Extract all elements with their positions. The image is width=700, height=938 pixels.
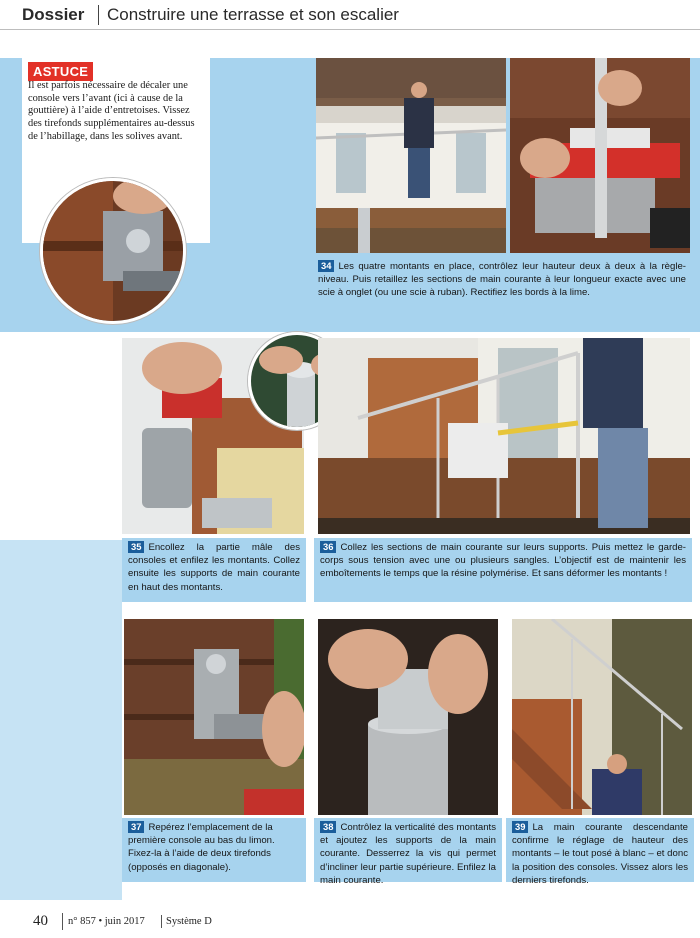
caption-39-text: La main courante descendante confirme le réglage de hauteur des montants – le tout posé à blanc – et donc la position des consoles. Vissez alors les derniers tirefonds. xyxy=(512,822,688,886)
issue-info: n° 857 • juin 2017 xyxy=(68,916,145,927)
caption-36-text: Collez les sections de main courante sur leurs supports. Puis mettez le garde-corps sous tension avec une ou plusieurs sangles. L’objectif est de maintenir les emboîtements le temps que la résine polymérise. Et sans déformer les montants ! xyxy=(320,542,686,580)
section-label: Dossier xyxy=(22,5,85,24)
photo-first-console xyxy=(124,619,304,815)
footer-divider xyxy=(62,913,63,930)
step-number-37: 37 xyxy=(128,821,144,833)
astuce-tag: ASTUCE xyxy=(28,62,93,81)
photo-handrail-strap xyxy=(318,338,690,534)
magazine-name: Système D xyxy=(166,916,212,927)
caption-34-text: Les quatre montants en place, contrôlez leur hauteur deux à deux à la règle-niveau. Puis retaillez les sections de main courante à leur longueur exacte avec une scie à onglet (ou une scie à ruban). Rectifiez les bords à la lime. xyxy=(318,261,686,299)
photo-stair-handrail xyxy=(512,619,692,815)
step-number-38: 38 xyxy=(320,821,336,833)
caption-39 xyxy=(506,818,694,886)
photo-saw xyxy=(510,58,690,253)
step-number-39: 39 xyxy=(512,821,528,833)
caption-34 xyxy=(312,257,692,307)
caption-35 xyxy=(122,538,306,602)
step-number-35: 35 xyxy=(128,541,144,553)
photo-handrail-support xyxy=(318,619,498,815)
step-number-34: 34 xyxy=(318,260,334,272)
page-title: Construire une terrasse et son escalier xyxy=(107,5,399,24)
page-number: 40 xyxy=(33,913,48,929)
page-footer xyxy=(0,906,700,938)
astuce-text: Il est parfois nécessaire de décaler une console vers l’avant (ici à cause de la gouttière) à l’aide d’entretoises. Vissez des tirefonds supplémentaires au-dessus de l’habillage, dans les solives avant. xyxy=(28,80,195,142)
header-divider xyxy=(98,5,99,25)
caption-37 xyxy=(122,818,306,882)
caption-36 xyxy=(314,538,692,602)
step-number-36: 36 xyxy=(320,541,336,553)
astuce-photo xyxy=(40,178,186,324)
blue-band-middle-left xyxy=(0,540,122,900)
page-header xyxy=(0,0,700,30)
caption-37-text: Repérez l’emplacement de la première console au bas du limon. Fixez-la à l’aide de deux tirefonds (opposés en diagonale). xyxy=(128,822,275,873)
caption-35-text: Encollez la partie mâle des consoles et enfilez les montants. Collez ensuite les supports de main courante en haut des montants. xyxy=(128,542,300,593)
footer-divider-2 xyxy=(161,915,162,928)
caption-38 xyxy=(314,818,502,886)
photo-balcony xyxy=(316,58,506,253)
caption-38-text: Contrôlez la verticalité des montants et ajoutez les supports de la main courante. Desserrez la vis qui permet d’incliner leur partie supérieure. Enfilez la main courante. xyxy=(320,822,496,886)
